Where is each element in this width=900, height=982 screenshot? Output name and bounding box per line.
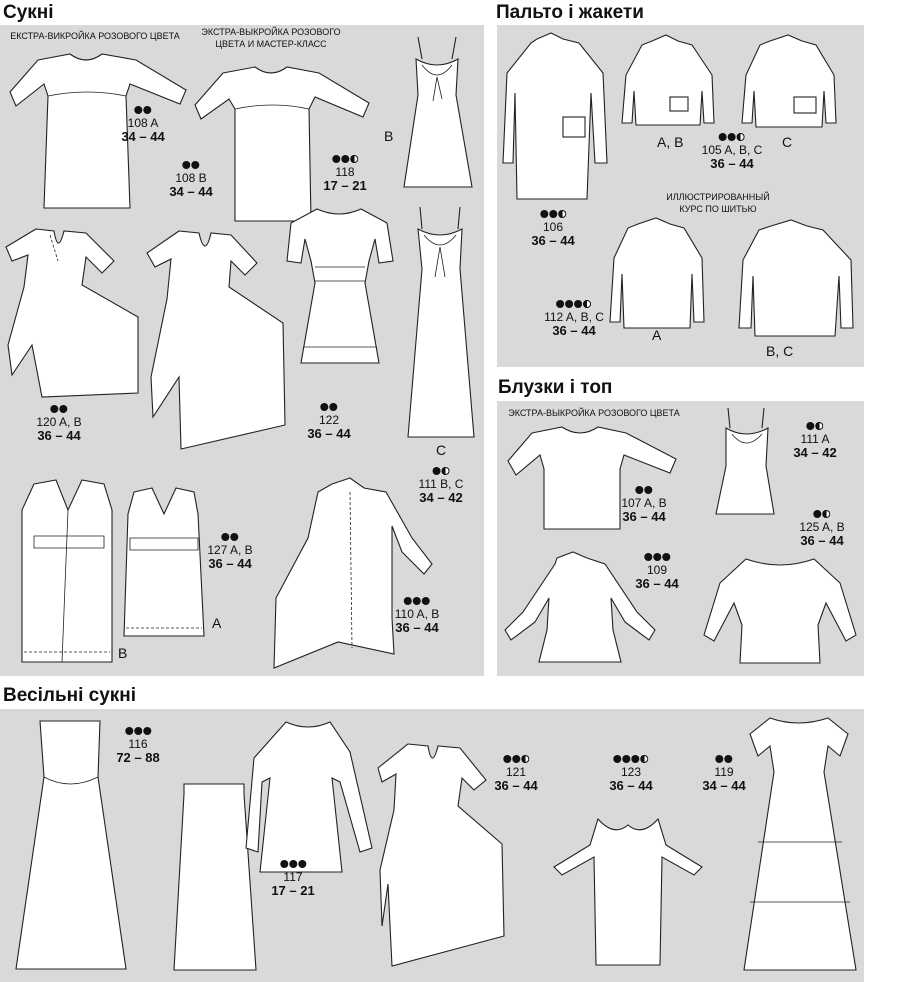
variant-a-112: A	[652, 327, 662, 343]
drawing-dress-120	[6, 225, 146, 415]
drawing-dress-111bc	[402, 205, 482, 445]
drawing-dress-127a	[118, 488, 208, 643]
drawing-dress-108b	[195, 65, 375, 225]
model-label-118: 118 17 – 21	[323, 155, 366, 193]
model-label-116: 116 72 – 88	[116, 727, 159, 765]
variant-b-118: B	[384, 128, 394, 144]
note-extra-pink-master-line2: ЦВЕТА И МАСТЕР-КЛАСС	[215, 39, 327, 49]
drawing-wedding-119	[738, 712, 863, 978]
model-label-117: 117 17 – 21	[271, 860, 314, 898]
drawing-dress-122	[283, 205, 398, 370]
model-label-111bc: 111 B, C 34 – 42	[419, 467, 464, 505]
drawing-wedding-121	[378, 740, 508, 970]
model-label-110: 110 A, B 36 – 44	[395, 597, 439, 635]
drawing-jacket-105ab	[622, 35, 717, 135]
model-label-123: 123 36 – 44	[609, 755, 652, 793]
drawing-jacket-112a	[608, 218, 708, 333]
section-title-dresses: Сукні	[3, 2, 54, 23]
drawing-wedding-123	[548, 815, 708, 975]
section-title-coats: Пальто і жакети	[496, 2, 644, 23]
variant-bc-112: B, C	[766, 343, 794, 359]
drawing-blouse-125	[700, 553, 860, 665]
drawing-dress-108a	[8, 48, 193, 213]
variant-c-105: C	[782, 134, 793, 150]
drawing-dress-110	[268, 478, 438, 673]
model-label-125: 125 A, B 36 – 44	[799, 510, 844, 548]
note-extra-pink-master-line1: ЭКСТРА-ВЫКРОЙКА РОЗОВОГО	[201, 27, 341, 37]
model-label-112: 112 A, B, C 36 – 44	[544, 300, 604, 338]
difficulty-dots	[121, 106, 164, 116]
variant-b-127: B	[118, 645, 128, 661]
model-label-119: 119 34 – 44	[702, 755, 745, 793]
note-illustrated-line1: ИЛЛЮСТРИРОВАННЫЙ	[666, 192, 770, 202]
variant-ab-105: A, B	[657, 134, 684, 150]
model-label-120: 120 A, B 36 – 44	[36, 405, 81, 443]
model-label-105: 105 A, B, C 36 – 44	[702, 133, 763, 171]
drawing-jacket-105c	[740, 35, 840, 135]
note-illustrated-line2: КУРС ПО ШИТЬЮ	[679, 204, 757, 214]
model-label-107: 107 A, B 36 – 44	[621, 486, 666, 524]
drawing-jacket-112bc	[735, 220, 860, 340]
variant-c-111: C	[436, 442, 447, 458]
model-label-108a: 108 A 34 – 44	[121, 106, 164, 144]
section-title-wedding: Весільні сукні	[3, 685, 137, 706]
drawing-dress-127b	[12, 480, 122, 670]
note-extra-pink-blouse: ЭКСТРА-ВЫКРОЙКА РОЗОВОГО ЦВЕТА	[508, 408, 680, 418]
model-label-127: 127 A, B 36 – 44	[207, 533, 252, 571]
model-label-106: 106 36 – 44	[531, 210, 574, 248]
note-extra-pink: ЕКСТРА-ВИКРОЙКА РОЗОВОГО ЦВЕТА	[10, 31, 180, 41]
drawing-dress-120-alt	[145, 227, 290, 452]
drawing-wedding-116	[14, 717, 129, 977]
model-label-109: 109 36 – 44	[635, 553, 678, 591]
model-label-108b: 108 B 34 – 44	[169, 161, 212, 199]
section-title-blouses: Блузки і топ	[498, 377, 613, 398]
model-label-122: 122 36 – 44	[307, 403, 350, 441]
model-label-121: 121 36 – 44	[494, 755, 537, 793]
drawing-coat-106	[503, 33, 613, 203]
drawing-top-111a	[712, 406, 782, 521]
model-label-111a: 111 A 34 – 42	[793, 422, 836, 460]
variant-a-127: A	[212, 615, 222, 631]
drawing-dress-118	[400, 35, 480, 195]
